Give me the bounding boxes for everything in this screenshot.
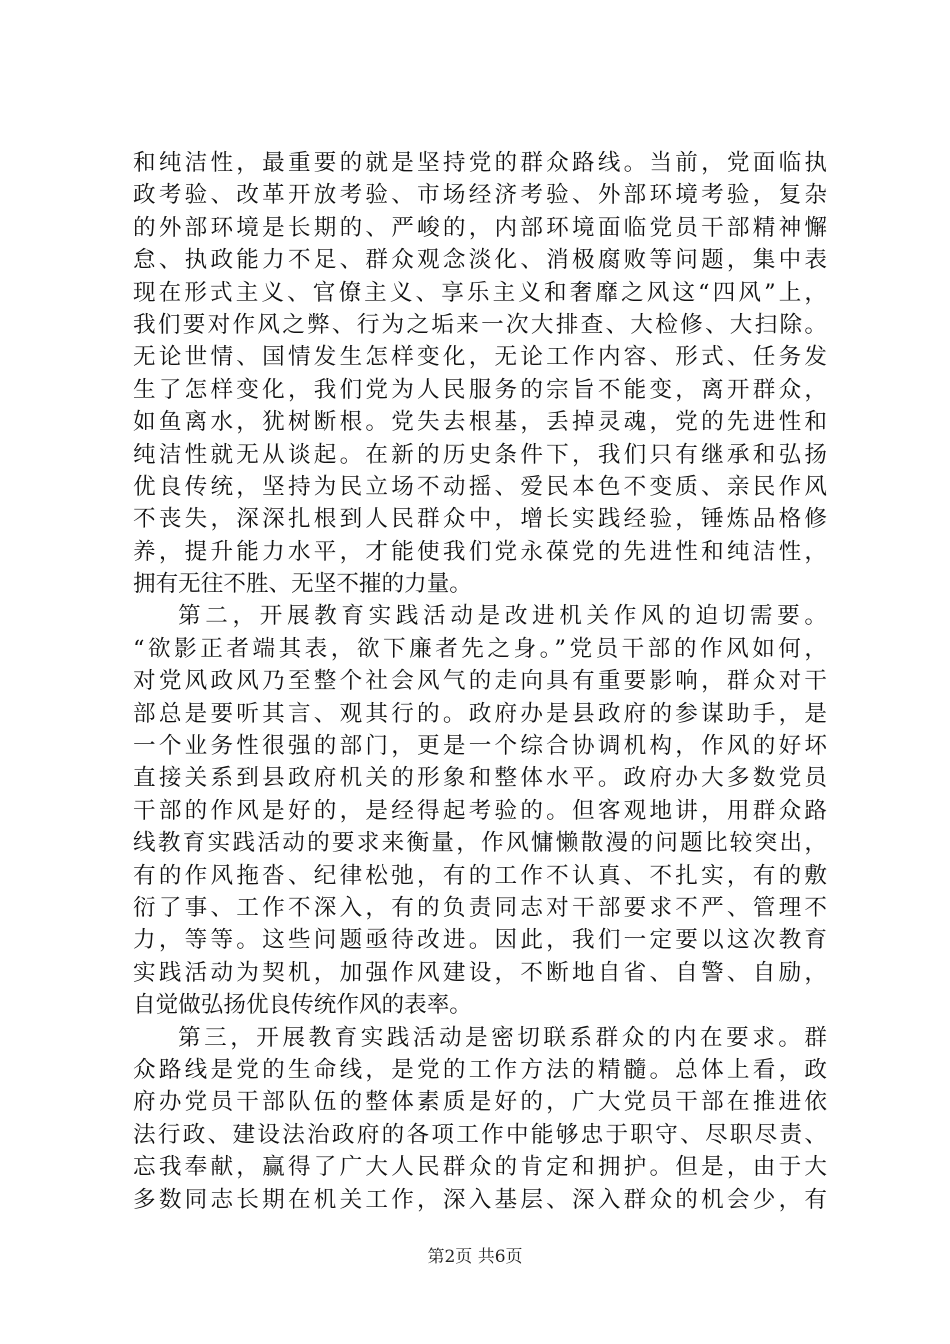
text-line: “欲影正者端其表，欲下廉者先之身。”党员干部的作风如何， xyxy=(133,635,827,662)
text-line: 实践活动为契机，加强作风建设，不断地自省、自警、自励， xyxy=(133,959,827,986)
text-line: 直接关系到县政府机关的形象和整体水平。政府办大多数党员 xyxy=(133,765,827,792)
text-line: 第二，开展教育实践活动是改进机关作风的迫切需要。 xyxy=(178,603,827,630)
text-line: 自觉做弘扬优良传统作风的表率。 xyxy=(133,992,472,1019)
text-line: 干部的作风是好的，是经得起考验的。但客观地讲，用群众路 xyxy=(133,797,827,824)
text-line: 一个业务性很强的部门，更是一个综合协调机构，作风的好坏 xyxy=(133,733,827,760)
text-line: 政考验、改革开放考验、市场经济考验、外部环境考验，复杂 xyxy=(133,182,827,209)
text-line: 和纯洁性，最重要的就是坚持党的群众路线。当前，党面临执 xyxy=(133,150,827,176)
text-line: 纯洁性就无从谈起。在新的历史条件下，我们只有继承和弘扬 xyxy=(133,441,827,468)
text-line: 怠、执政能力不足、群众观念淡化、消极腐败等问题，集中表 xyxy=(133,247,827,274)
text-line: 的外部环境是长期的、严峻的，内部环境面临党员干部精神懈 xyxy=(133,214,827,241)
page-footer: 第2页 共6页 xyxy=(427,1247,523,1267)
text-line: 众路线是党的生命线，是党的工作方法的精髓。总体上看，政 xyxy=(133,1056,827,1083)
text-line: 有的作风拖沓、纪律松弛，有的工作不认真、不扎实，有的敷 xyxy=(133,862,827,889)
text-line: 养，提升能力水平，才能使我们党永葆党的先进性和纯洁性， xyxy=(133,538,827,565)
text-line: 拥有无往不胜、无坚不摧的力量。 xyxy=(133,571,472,598)
text-line: 现在形式主义、官僚主义、享乐主义和奢靡之风这“四风”上， xyxy=(133,279,827,306)
text-line: 部总是要听其言、观其行的。政府办是县政府的参谋助手，是 xyxy=(133,700,827,727)
text-line: 生了怎样变化，我们党为人民服务的宗旨不能变，离开群众， xyxy=(133,376,827,403)
text-line: 不丧失，深深扎根到人民群众中，增长实践经验，锤炼品格修 xyxy=(133,506,827,533)
text-line: 我们要对作风之弊、行为之垢来一次大排查、大检修、大扫除。 xyxy=(133,311,827,338)
text-line: 第三，开展教育实践活动是密切联系群众的内在要求。群 xyxy=(178,1024,827,1051)
text-line: 线教育实践活动的要求来衡量，作风慵懒散漫的问题比较突出， xyxy=(133,830,827,857)
text-line: 力，等等。这些问题亟待改进。因此，我们一定要以这次教育 xyxy=(133,927,827,954)
text-line: 衍了事、工作不深入，有的负责同志对干部要求不严、管理不 xyxy=(133,894,827,921)
text-line: 多数同志长期在机关工作，深入基层、深入群众的机会少，有 xyxy=(133,1186,827,1213)
text-line: 法行政、建设法治政府的各项工作中能够忠于职守、尽职尽责、 xyxy=(133,1121,827,1148)
text-line: 忘我奉献，赢得了广大人民群众的肯定和拥护。但是，由于大 xyxy=(133,1154,827,1181)
text-line: 优良传统，坚持为民立场不动摇、爱民本色不变质、亲民作风 xyxy=(133,473,827,500)
text-line: 如鱼离水，犹树断根。党失去根基，丢掉灵魂，党的先进性和 xyxy=(133,409,827,436)
text-line: 无论世情、国情发生怎样变化，无论工作内容、形式、任务发 xyxy=(133,344,827,371)
text-line: 对党风政风乃至整个社会风气的走向具有重要影响，群众对干 xyxy=(133,668,827,695)
text-line: 府办党员干部队伍的整体素质是好的，广大党员干部在推进依 xyxy=(133,1089,827,1116)
body-text xyxy=(133,147,827,1216)
